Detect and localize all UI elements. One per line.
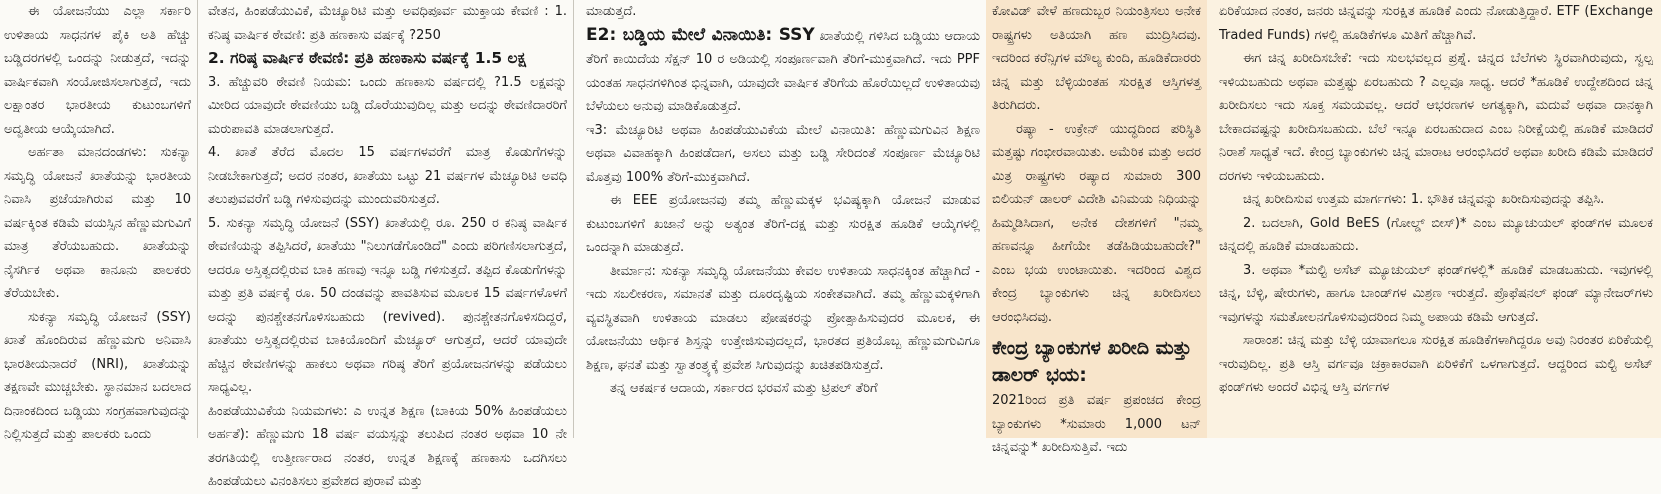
paragraph: ಹಿಂಪಡೆಯುವಿಕೆಯ ನಿಯಮಗಳು: ಎ ಉನ್ನತ ಶಿಕ್ಷಣ (ಬಾಕಿಯ 50% ಹಿಂಪಡೆಯಲು ಅರ್ಹತೆ): ಹೆಣ್ಣುಮಗು 18 ವರ್ಷ ವಯಸ್ಸನ್ನು ತಲುಪಿದ ನಂತರ ಅಥವಾ 10 ನೇ ತರಗತಿಯಲ್ಲಿ ಉತ್ತೀರ್ಣರಾದ ನಂತರ, ಉನ್ನತ ಶಿಕ್ಷಣಕ್ಕೆ ಹಣಕಾಸು ಒದಗಿಸಲು ಹಿಂಪಡೆಯಲು ವಿನಂತಿಸಲು ಪ್ರವೇಶದ ಪುರಾವೆ ಮತ್ತು	[208, 403, 567, 489]
paragraph: ಅರ್ಹತಾ ಮಾನದಂಡಗಳು: ಸುಕನ್ಯಾ ಸಮೃದ್ಧಿ ಯೋಜನೆ ಖಾತೆಯನ್ನು ಭಾರತೀಯ ನಿವಾಸಿ ಪ್ರಜೆಯಾಗಿರುವ ಮತ್ತು 10 ವರ್ಷಕ್ಕಿಂತ ಕಡಿಮೆ ವಯಸ್ಸಿನ ಹೆಣ್ಣುಮಗುವಿಗೆ ಮಾತ್ರ ತೆರೆಯಬಹುದು. ಖಾತೆಯನ್ನು ನೈಸರ್ಗಿಕ ಅಥವಾ ಕಾನೂನು ಪಾಲಕರು ತೆರೆಯಬೇಕು.	[4, 145, 191, 301]
paragraph: ಈ EEE ಪ್ರಯೋಜನವು ತಮ್ಮ ಹೆಣ್ಣುಮಕ್ಕಳ ಭವಿಷ್ಯಕ್ಕಾಗಿ ಯೋಜನೆ ಮಾಡುವ ಕುಟುಂಬಗಳಿಗೆ ಖಜಾನೆ ಅನ್ನು ಅತ್ಯಂತ ತೆರಿಗೆ-ದಕ್ಷ ಮತ್ತು ಸುರಕ್ಷಿತ ಹೂಡಿಕೆ ಆಯ್ಕೆಗಳಲ್ಲಿ ಒಂದನ್ನಾಗಿ ಮಾಡುತ್ತದೆ.	[586, 193, 980, 255]
paragraph: ರಷ್ಯಾ - ಉಕ್ರೇನ್ ಯುದ್ಧದಿಂದ ಪರಿಸ್ಥಿತಿ ಮತ್ತಷ್ಟು ಗಂಭೀರವಾಯಿತು. ಅಮೆರಿಕ ಮತ್ತು ಅದರ ಮಿತ್ರ ರಾಷ್ಟ್ರಗಳು ರಷ್ಯಾದ ಸುಮಾರು 300 ಬಿಲಿಯನ್ ಡಾಲರ್ ವಿದೇಶಿ ವಿನಿಮಯ ನಿಧಿಯನ್ನು ಹಿಮ್ಮಡಿಸಿದಾಗ, ಅನೇಕ ದೇಶಗಳಿಗೆ "ನಮ್ಮ ಹಣವನ್ನೂ ಹೀಗೆಯೇ ತಡೆಹಿಡಿಯಬಹುದೇ?" ಎಂಬ ಭಯ ಉಂಟಾಯಿತು. ಇದರಿಂದ ವಿಶ್ವದ ಕೇಂದ್ರ ಬ್ಯಾಂಕುಗಳು ಚಿನ್ನ ಖರೀದಿಸಲು ಆರಂಭಿಸಿದವು.	[992, 121, 1201, 325]
paragraph: ತನ್ನ ಆಕರ್ಷಕ ಆದಾಯ, ಸರ್ಕಾರದ ಭರವಸೆ ಮತ್ತು ಟ್ರಿಪಲ್ ತೆರಿಗೆ	[610, 381, 878, 396]
paragraph: ಈಗ ಚಿನ್ನ ಖರೀದಿಸಬೇಕೆ: ಇದು ಸುಲಭವಲ್ಲದ ಪ್ರಶ್ನೆ. ಚಿನ್ನದ ಬೆಲೆಗಳು ಸ್ಥಿರವಾಗಿರುವುದು, ಸ್ವಲ್ಪ ಇಳಿಯಬಹುದು ಅಥವಾ ಮತ್ತಷ್ಟು ಏರಬಹುದು ? ಎಲ್ಲವೂ ಸಾಧ್ಯ. ಆದರೆ *ಹೂಡಿಕೆ ಉದ್ದೇಶದಿಂದ ಚಿನ್ನ ಖರೀದಿಸಲು ಇದು ಸೂಕ್ತ ಸಮಯವಲ್ಲ. ಆದರೆ ಆಭರಣಗಳ ಅಗತ್ಯಕ್ಕಾಗಿ, ಮದುವೆ ಅಥವಾ ದಾನಕ್ಕಾಗಿ ಬೇಕಾದವಷ್ಟನ್ನು ಖರೀದಿಸಬಹುದು. ಬೆಲೆ ಇನ್ನೂ ಏರಬಹುದಾದ ಎಂಬ ನಿರೀಕ್ಷೆಯಲ್ಲಿ ಹೂಡಿಕೆ ಮಾಡಿದರೆ ನಿರಾಶೆ ಸಾಧ್ಯತೆ ಇದೆ. ಕೇಂದ್ರ ಬ್ಯಾಂಕುಗಳು ಚಿನ್ನ ಮಾರಾಟ ಆರಂಭಿಸಿದರೆ ಅಥವಾ ಖರೀದಿ ಕಡಿಮೆ ಮಾಡಿದರೆ ದರಗಳು ಇಳಿಯಬಹುದು.	[1219, 51, 1653, 184]
paragraph: ಸುಕನ್ಯಾ ಸಮೃದ್ಧಿ ಯೋಜನೆ (SSY) ಖಾತೆ ಹೊಂದಿರುವ ಹೆಣ್ಣುಮಗು ಅನಿವಾಸಿ ಭಾರತೀಯನಾದರೆ (NRI), ಖಾತೆಯನ್ನು ತಕ್ಷಣವೇ ಮುಚ್ಚಬೇಕು. ಸ್ಥಾನಮಾನ ಬದಲಾದ ದಿನಾಂಕದಿಂದ ಬಡ್ಡಿಯು ಸಂಗ್ರಹವಾಗುವುದನ್ನು ನಿಲ್ಲಿಸುತ್ತದೆ ಮತ್ತು ಪಾಲಕರು ಒಂದು	[4, 309, 191, 442]
paragraph: 2021ರಿಂದ ಪ್ರತಿ ವರ್ಷ ಪ್ರಪಂಚದ ಕೇಂದ್ರ ಬ್ಯಾಂಕುಗಳು *ಸುಮಾರು 1,000 ಟನ್ ಚಿನ್ನವನ್ನು* ಖರೀದಿಸುತ್ತಿವೆ. ಇದು	[992, 393, 1201, 455]
section-text: ಖಾತೆಯಲ್ಲಿ ಗಳಿಸಿದ ಬಡ್ಡಿಯು ಆದಾಯ ತೆರಿಗೆ ಕಾಯಿದೆಯ ಸೆಕ್ಷನ್ 10 ರ ಅಡಿಯಲ್ಲಿ ಸಂಪೂರ್ಣವಾಗಿ ತೆರಿಗೆ-ಮುಕ್ತವಾಗಿದೆ. ಇದು PPF ಯಂತಹ ಸಾಧನಗಳಿಗಿಂತ ಭಿನ್ನವಾಗಿ, ಯಾವುದೇ ವಾರ್ಷಿಕ ತೆರಿಗೆಯ ಹೊರೆಯಿಲ್ಲದೆ ಉಳಿತಾಯವು ಬೆಳೆಯಲು ಅನುವು ಮಾಡಿಕೊಡುತ್ತದೆ.	[586, 28, 981, 114]
list-item: 3. ಹೆಚ್ಚುವರಿ ಠೇವಣಿ ನಿಯಮ: ಒಂದು ಹಣಕಾಸು ವರ್ಷದಲ್ಲಿ ?1.5 ಲಕ್ಷವನ್ನು ಮೀರಿದ ಯಾವುದೇ ಠೇವಣಿಯು ಬಡ್ಡಿ ದೊರೆಯುವುದಿಲ್ಲ ಮತ್ತು ಅದನ್ನು ಠೇವಣಿದಾರರಿಗೆ ಮರುಪಾವತಿ ಮಾಡಲಾಗುತ್ತದೆ.	[208, 74, 567, 137]
article-column-1	[0, 0, 197, 442]
paragraph: 3. ಅಥವಾ *ಮಲ್ಟಿ ಅಸೆಟ್ ಮ್ಯೂಚುಯಲ್ ಫಂಡ್‌ಗಳಲ್ಲಿ* ಹೂಡಿಕೆ ಮಾಡಬಹುದು. ಇವುಗಳಲ್ಲಿ ಚಿನ್ನ, ಬೆಳ್ಳಿ, ಷೇರುಗಳು, ಹಾಗೂ ಬಾಂಡ್‌ಗಳ ಮಿಶ್ರಣ ಇರುತ್ತದೆ. ಪ್ರೊಫೆಷನಲ್ ಫಂಡ್ ಮ್ಯಾನೇಜರ್‌ಗಳು ಇವುಗಳನ್ನು ಸಮತೋಲನಗೊಳಿಸುವುದರಿಂದ ನಿಮ್ಮ ಅಪಾಯ ಕಡಿಮೆ ಆಗುತ್ತದೆ.	[1219, 262, 1653, 325]
list-item: 2. ಗರಿಷ್ಠ ವಾರ್ಷಿಕ ಠೇವಣಿ: ಪ್ರತಿ ಹಣಕಾಸು ವರ್ಷಕ್ಕೆ 1.5 ಲಕ್ಷ	[208, 49, 526, 67]
paragraph: ಕೋವಿಡ್ ವೇಳೆ ಹಣದುಬ್ಬರ ನಿಯಂತ್ರಿಸಲು ಅನೇಕ ರಾಷ್ಟ್ರಗಳು ಅತಿಯಾಗಿ ಹಣ ಮುದ್ರಿಸಿದವು. ಇದರಿಂದ ಕರೆನ್ಸಿಗಳ ಮೌಲ್ಯ ಕುಂದಿ, ಹೂಡಿಕೆದಾರರು ಚಿನ್ನ ಮತ್ತು ಬೆಳ್ಳಿಯಂತಹ ಸುರಕ್ಷಿತ ಆಸ್ತಿಗಳತ್ತ ತಿರುಗಿದರು.	[992, 4, 1201, 113]
section-text: ಹೆಣ್ಣುಮಗುವಿನ ಶಿಕ್ಷಣ ಅಥವಾ ವಿವಾಹಕ್ಕಾಗಿ ಹಿಂಪಡೆದಾಗ, ಅಸಲು ಮತ್ತು ಬಡ್ಡಿ ಸೇರಿದಂತೆ ಸಂಪೂರ್ಣ ಮೆಚ್ಯೂರಿಟಿ ಮೊತ್ತವು 100% ತೆರಿಗೆ-ಮುಕ್ತವಾಗಿದೆ.	[586, 122, 980, 185]
paragraph: ವೇತನ, ಹಿಂಪಡೆಯುವಿಕೆ, ಮೆಚ್ಯೂರಿಟಿ ಮತ್ತು ಅವಧಿಪೂರ್ವ ಮುಕ್ತಾಯ ಕೇವಣಿ : 1. ಕನಿಷ್ಠ ವಾರ್ಷಿಕ ಠೇವಣಿ: ಪ್ರತಿ ಹಣಕಾಸು ವರ್ಷಕ್ಕೆ ?250	[208, 4, 567, 43]
section	[586, 119, 980, 190]
article-column-5	[1207, 0, 1661, 438]
article-column-4	[986, 0, 1207, 455]
paragraph: ಮಾಡುತ್ತದೆ.	[586, 4, 637, 19]
paragraph: ತೀರ್ಮಾನ: ಸುಕನ್ಯಾ ಸಮೃದ್ಧಿ ಯೋಜನೆಯು ಕೇವಲ ಉಳಿತಾಯ ಸಾಧನಕ್ಕಿಂತ ಹೆಚ್ಚಾಗಿದೆ - ಇದು ಸಬಲೀಕರಣ, ಸಮಾನತೆ ಮತ್ತು ದೂರದೃಷ್ಟಿಯ ಸಂಕೇತವಾಗಿದೆ. ತಮ್ಮ ಹೆಣ್ಣುಮಕ್ಕಳಿಗಾಗಿ ವ್ಯವಸ್ಥಿತವಾಗಿ ಉಳಿತಾಯ ಮಾಡಲು ಪೋಷಕರನ್ನು ಪ್ರೋತ್ಸಾಹಿಸುವುದರ ಮೂಲಕ, ಈ ಯೋಜನೆಯು ಆರ್ಥಿಕ ಶಿಸ್ತನ್ನು ಉತ್ತೇಜಿಸುವುದಲ್ಲದೆ, ಭಾರತದ ಪ್ರತಿಯೊಬ್ಬ ಹೆಣ್ಣುಮಗುವಿಗೂ ಶಿಕ್ಷಣ, ಘನತೆ ಮತ್ತು ಸ್ವಾತಂತ್ರ್ಯಕ್ಕೆ ಪ್ರವೇಶ ಸಿಗುವುದನ್ನು ಖಚಿತಪಡಿಸುತ್ತದೆ.	[586, 263, 980, 373]
section-heading: E2: ಬಡ್ಡಿಯ ಮೇಲೆ ವಿನಾಯಿತಿ: SSY	[586, 24, 815, 45]
list-item: 4. ಖಾತೆ ತೆರೆದ ಮೊದಲ 15 ವರ್ಷಗಳವರೆಗೆ ಮಾತ್ರ ಕೊಡುಗೆಗಳನ್ನು ನೀಡಬೇಕಾಗುತ್ತದೆ; ಅದರ ನಂತರ, ಖಾತೆಯು ಒಟ್ಟು 21 ವರ್ಷಗಳ ಮೆಚ್ಯೂರಿಟಿ ಅವಧಿ ತಲುಪುವವರೆಗೆ ಬಡ್ಡಿ ಗಳಿಸುವುದನ್ನು ಮುಂದುವರಿಸುತ್ತದೆ.	[208, 145, 567, 207]
article-column-3	[573, 0, 986, 438]
section-heading: ಇ3: ಮೆಚ್ಯೂರಿಟಿ ಅಥವಾ ಹಿಂಪಡೆಯುವಿಕೆಯ ಮೇಲೆ ವಿನಾಯಿತಿ:	[586, 122, 876, 138]
paragraph: ಈ ಯೋಜನೆಯು ಎಲ್ಲಾ ಸರ್ಕಾರಿ ಉಳಿತಾಯ ಸಾಧನಗಳ ಪೈಕಿ ಅತಿ ಹೆಚ್ಚು ಬಡ್ಡಿದರಗಳಲ್ಲಿ ಒಂದನ್ನು ನೀಡುತ್ತದೆ, ಇದನ್ನು ವಾರ್ಷಿಕವಾಗಿ ಸಂಯೋಜಿಸಲಾಗುತ್ತದೆ, ಇದು ಲಕ್ಷಾಂತರ ಭಾರತೀಯ ಕುಟುಂಬಗಳಿಗೆ ಅದ್ವತೀಯ ಆಯ್ಕೆಯಾಗಿದೆ.	[4, 4, 191, 137]
paragraph: ಸಾರಾಂಶ: ಚಿನ್ನ ಮತ್ತು ಬೆಳ್ಳಿ ಯಾವಾಗಲೂ ಸುರಕ್ಷಿತ ಹೂಡಿಕೆಗಳಾಗಿದ್ದರೂ ಅವು ನಿರಂತರ ಏರಿಕೆಯಲ್ಲಿ ಇರುವುದಿಲ್ಲ. ಪ್ರತಿ ಆಸ್ತಿ ವರ್ಗವೂ ಚಕ್ರಾಕಾರವಾಗಿ ಏರಿಳಿಕೆಗೆ ಒಳಗಾಗುತ್ತದೆ. ಆದ್ದರಿಂದ ಮಲ್ಟಿ ಅಸೆಟ್ ಫಂಡ್‌ಗಳು ಅಂದರೆ ವಿಭಿನ್ನ ಆಸ್ತಿ ವರ್ಗಗಳ	[1219, 333, 1653, 395]
paragraph: ಏರಿಕೆಯಾದ ನಂತರ, ಜನರು ಚಿನ್ನವನ್ನು ಸುರಕ್ಷಿತ ಹೂಡಿಕೆ ಎಂದು ನೋಡುತ್ತಿದ್ದಾರೆ. ETF (Exchange Traded Funds) ಗಳಲ್ಲಿ ಹೂಡಿಕೆಗಳೂ ಮಿತಿಗೆ ಹೆಚ್ಚಾಗಿವೆ.	[1219, 4, 1653, 43]
article-column-2	[197, 0, 573, 489]
list-item: 5. ಸುಕನ್ಯಾ ಸಮೃದ್ಧಿ ಯೋಜನೆ (SSY) ಖಾತೆಯಲ್ಲಿ ರೂ. 250 ರ ಕನಿಷ್ಠ ವಾರ್ಷಿಕ ಠೇವಣಿಯನ್ನು ತಪ್ಪಿಸಿದರೆ, ಖಾತೆಯು "ನಿಲುಗಡೆಗೊಂಡಿದೆ" ಎಂದು ಪರಿಗಣಿಸಲಾಗುತ್ತದೆ, ಆದರೂ ಅಸ್ತಿತ್ವದಲ್ಲಿರುವ ಬಾಕಿ ಹಣವು ಇನ್ನೂ ಬಡ್ಡಿ ಗಳಿಸುತ್ತದೆ. ತಪ್ಪಿದ ಕೊಡುಗೆಗಳನ್ನು ಮತ್ತು ಪ್ರತಿ ವರ್ಷಕ್ಕೆ ರೂ. 50 ದಂಡವನ್ನು ಪಾವತಿಸುವ ಮೂಲಕ 15 ವರ್ಷಗಳೊಳಗೆ ಅದನ್ನು ಪುನಶ್ಚೇತನಗೊಳಿಸಬಹುದು (revived). ಪುನಶ್ಚೇತನಗೊಳಿಸದಿದ್ದರೆ, ಖಾತೆಯು ಅಸ್ತಿತ್ವದಲ್ಲಿರುವ ಬಾಕಿಯೊಂದಿಗೆ ಮೆಚ್ಯೂರ್ ಆಗುತ್ತದೆ, ಆದರೆ ಯಾವುದೇ ಹೆಚ್ಚಿನ ಠೇವಣಿಗಳನ್ನು ಹಾಕಲು ಅಥವಾ ಗರಿಷ್ಠ ತೆರಿಗೆ ಪ್ರಯೋಜನಗಳನ್ನು ಪಡೆಯಲು ಸಾಧ್ಯವಿಲ್ಲ.	[208, 215, 567, 395]
paragraph: 2. ಬದಲಾಗಿ, Gold BeES (ಗೋಲ್ಡ್ ಬೀಸ್)* ಎಂಬ ಮ್ಯೂಚುಯಲ್ ಫಂಡ್‌ಗಳ ಮೂಲಕ ಚಿನ್ನದಲ್ಲಿ ಹೂಡಿಕೆ ಮಾಡಬಹುದು.	[1219, 215, 1653, 254]
section	[586, 24, 980, 119]
paragraph: ಚಿನ್ನ ಖರೀದಿಸುವ ಉತ್ತಮ ಮಾರ್ಗಗಳು: 1. ಭೌತಿಕ ಚಿನ್ನವನ್ನು ಖರೀದಿಸುವುದನ್ನು ತಪ್ಪಿಸಿ.	[1243, 192, 1605, 207]
section-heading: ಕೇಂದ್ರ ಬ್ಯಾಂಕುಗಳ ಖರೀದಿ ಮತ್ತು ಡಾಲರ್ ಭಯ:	[992, 337, 1192, 386]
